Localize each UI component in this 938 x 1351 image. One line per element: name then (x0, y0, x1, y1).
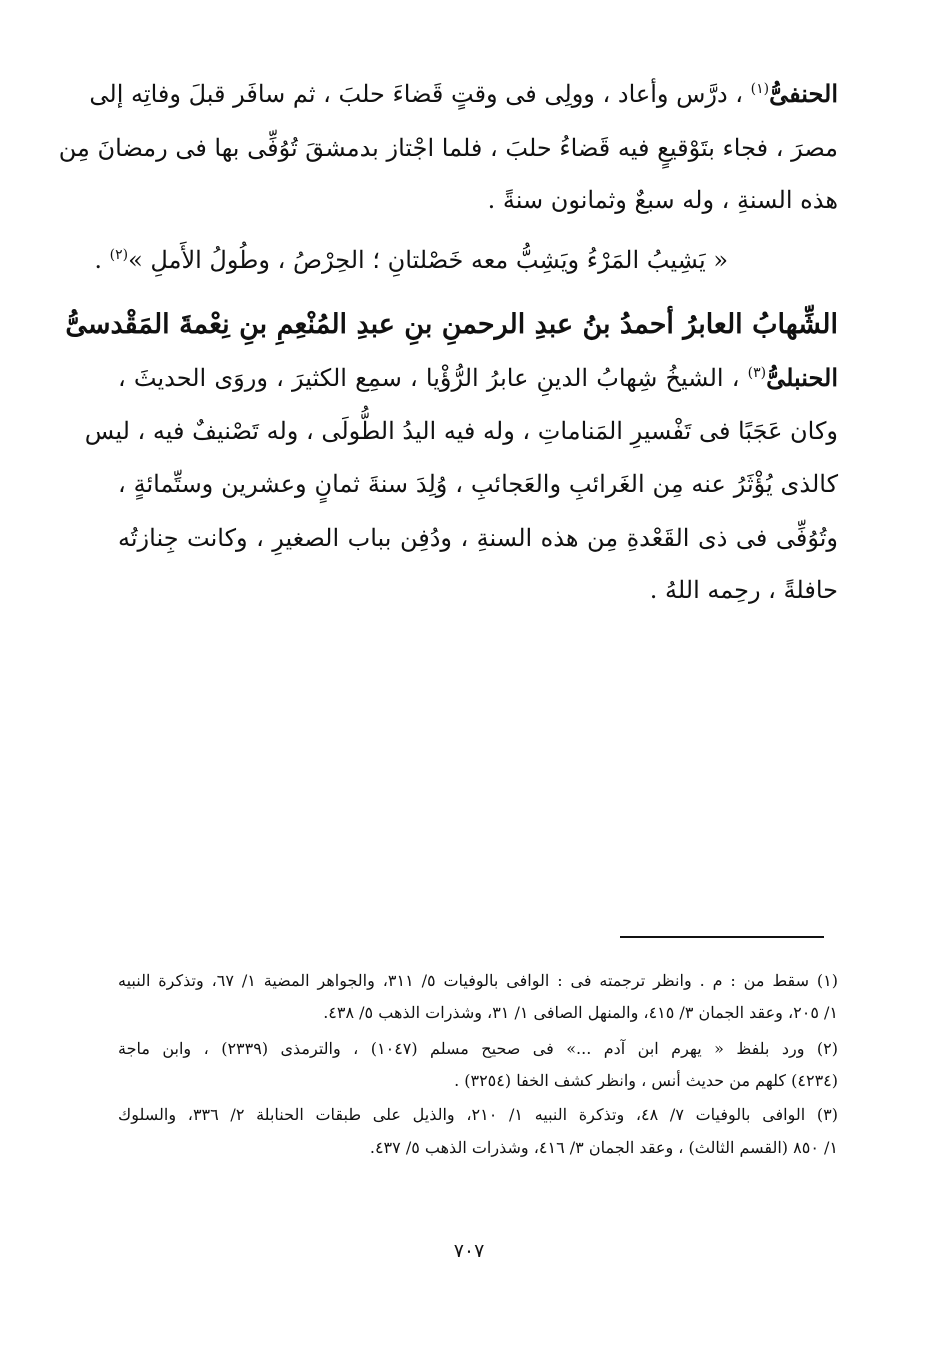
entry-heading: الشِّهابُ العابرُ أحمدُ بنُ عبدِ الرحمنِ بنِ عبدِ المُنْعِمِ بنِ نِعْمةَ المَقْدسىُّ (65, 309, 838, 340)
footnote-line: (٤٢٣٤) كلهم من حديث أنس ، وانظر كشف الخفا (٣٢٥٤) . (454, 1071, 838, 1090)
footnote-line: ١/ ٨٥٠ (القسم الثالث) ، وعقد الجمان ٣/ ٤١٦، وشذرات الذهب ٥/ ٤٣٧. (369, 1138, 838, 1157)
quote-text: « يَشِيبُ المَرْءُ ويَشِبُّ معه خَصْلتانِ ؛ الحِرْصُ ، وطُولُ الأَملِ » (128, 246, 728, 274)
page-number: ٧٠٧ (453, 1240, 485, 1262)
person-name: الحنفىُّ (769, 79, 838, 108)
person-name: الحنبلىُّ (766, 363, 838, 392)
footnote-line: (١) سقط من : م . وانظر ترجمته فى : الوافى بالوفيات ٥/ ٣١١، والجواهر المضية ١/ ٦٧، وتذكرة النبيه (118, 971, 839, 990)
body-line (118, 358, 838, 398)
footnote-separator (620, 936, 824, 938)
quote-end: . (94, 246, 110, 274)
footnote-line: (٢) ورد بلفظ « يهرم ابن آدم ...» فى صحيح مسلم (١٠٤٧) ، والترمذى (٢٣٣٩) ، وابن ماجة (118, 1039, 838, 1058)
footnote-marker: (٣) (747, 365, 767, 381)
body-line: وتُوُفِّى فى ذى القَعْدةِ مِن هذه السنةِ ، ودُفِن بباب الصغيرِ ، وكانت جِنازتُه (118, 524, 838, 552)
quote-line (94, 240, 728, 280)
body-line: حافلةً ، رحِمه اللهُ . (649, 576, 838, 604)
body-line (89, 74, 838, 114)
footnote-line: ١/ ٢٠٥، وعقد الجمان ٣/ ٤١٥، والمنهل الصافى ١/ ٣١، وشذرات الذهب ٥/ ٤٣٨. (323, 1003, 838, 1022)
body-line: مصرَ ، فجاء بتَوْقيعٍ فيه قَضاءُ حلبَ ، فلما اجْتاز بدمشقَ تُوُفِّى بها فى رمضانَ مِن (58, 134, 838, 162)
body-line: كالذى يُؤْثَرُ عنه مِن الغَرائبِ والعَجائبِ ، وُلِدَ سنةَ ثمانٍ وعشرين وستِّمائةٍ ، (118, 470, 838, 498)
footnote-marker: (١) (750, 81, 770, 97)
body-line: وكان عَجَبًا فى تَفْسيرِ المَناماتِ ، وله فيه اليدُ الطُّولَى ، وله تَصْنيفٌ فيه ، ليس (84, 417, 838, 445)
footnote-line: (٣) الوافى بالوفيات ٧/ ٤٨، وتذكرة النبيه ١/ ٢١٠، والذيل على طبقات الحنابلة ٢/ ٣٣٦، والسلوك (118, 1105, 838, 1124)
body-text: ، درَّس وأعاد ، وولِى فى وقتٍ قَضاءَ حلبَ ، ثم سافَر قبلَ وفاتِه إلى (89, 80, 751, 108)
body-line: هذه السنةِ ، وله سبعٌ وثمانون سنةً . (487, 186, 838, 214)
footnote-marker: (٢) (109, 247, 129, 263)
body-text: ، الشيخُ شِهابُ الدينِ عابرُ الرُّؤْيا ، سمِع الكثيرَ ، وروَى الحديثَ ، (118, 364, 748, 392)
